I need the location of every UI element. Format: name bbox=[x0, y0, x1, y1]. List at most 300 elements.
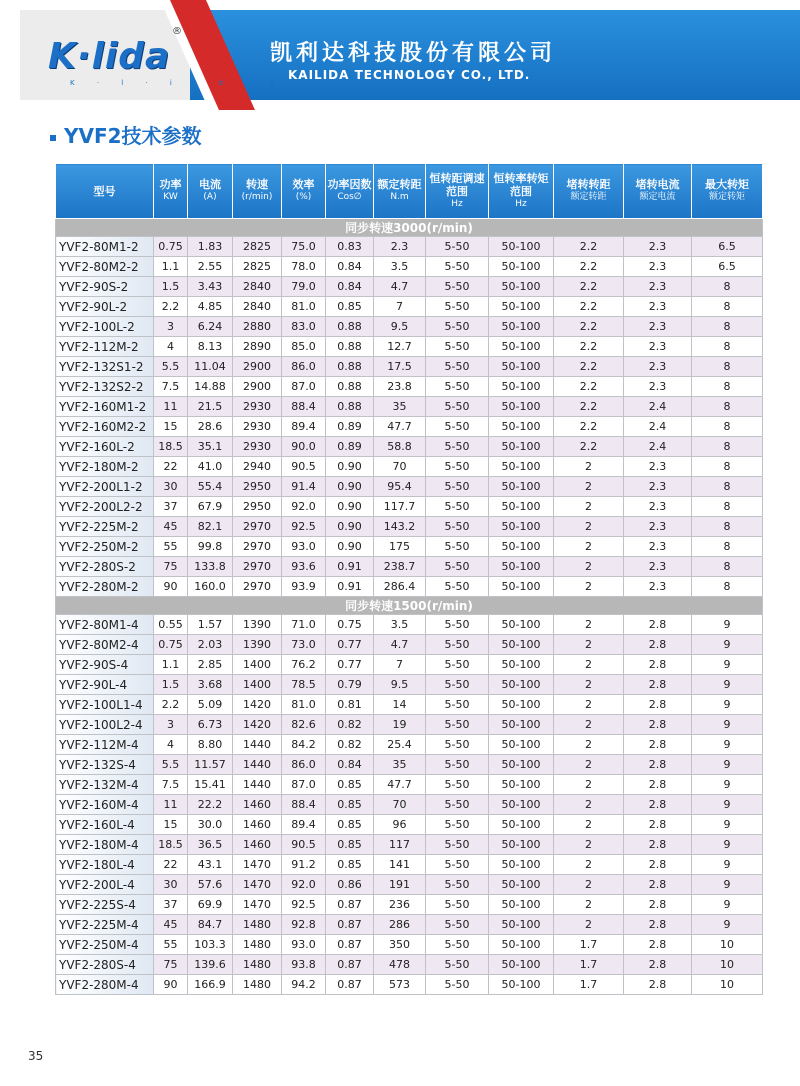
table-body bbox=[56, 219, 763, 995]
table-cell: 70 bbox=[374, 457, 426, 477]
table-cell: 2 bbox=[554, 875, 624, 895]
table-cell: 5-50 bbox=[426, 775, 489, 795]
table-cell: 86.0 bbox=[282, 357, 326, 377]
table-cell: 2970 bbox=[233, 517, 282, 537]
model-cell: YVF2-225M-2 bbox=[56, 517, 154, 537]
column-header bbox=[374, 164, 426, 219]
table-cell: 89.4 bbox=[282, 417, 326, 437]
table-cell: 1420 bbox=[233, 695, 282, 715]
table-cell: 0.55 bbox=[154, 615, 188, 635]
table-cell: 5-50 bbox=[426, 237, 489, 257]
table-cell: 50-100 bbox=[489, 477, 554, 497]
table-cell: 2.8 bbox=[624, 935, 692, 955]
table-cell: 96 bbox=[374, 815, 426, 835]
table-cell: 3.68 bbox=[188, 675, 233, 695]
table-cell: 6.5 bbox=[692, 257, 763, 277]
table-cell: 2.8 bbox=[624, 795, 692, 815]
table-cell: 8 bbox=[692, 337, 763, 357]
table-cell: 0.77 bbox=[326, 655, 374, 675]
column-header bbox=[554, 164, 624, 219]
table-cell: 82.6 bbox=[282, 715, 326, 735]
table-cell: 4.7 bbox=[374, 635, 426, 655]
table-row bbox=[56, 955, 763, 975]
table-cell: 5.5 bbox=[154, 755, 188, 775]
table-cell: 2.8 bbox=[624, 875, 692, 895]
model-cell: YVF2-132M-4 bbox=[56, 775, 154, 795]
table-cell: 23.8 bbox=[374, 377, 426, 397]
column-header-label: 堵转转距 bbox=[566, 178, 611, 191]
table-cell: 2.03 bbox=[188, 635, 233, 655]
table-cell: 8 bbox=[692, 457, 763, 477]
table-cell: 5-50 bbox=[426, 835, 489, 855]
table-cell: 3 bbox=[154, 317, 188, 337]
table-cell: 5-50 bbox=[426, 317, 489, 337]
table-cell: 2930 bbox=[233, 397, 282, 417]
column-header-unit: (r/min) bbox=[241, 192, 273, 202]
section-title bbox=[50, 120, 202, 149]
table-cell: 9 bbox=[692, 795, 763, 815]
table-row bbox=[56, 477, 763, 497]
table-cell: 0.89 bbox=[326, 437, 374, 457]
model-cell: YVF2-112M-2 bbox=[56, 337, 154, 357]
table-cell: 1.5 bbox=[154, 277, 188, 297]
table-cell: 50-100 bbox=[489, 655, 554, 675]
table-cell: 2 bbox=[554, 675, 624, 695]
table-cell: 0.79 bbox=[326, 675, 374, 695]
table-cell: 5-50 bbox=[426, 715, 489, 735]
table-cell: 12.7 bbox=[374, 337, 426, 357]
table-cell: 8 bbox=[692, 377, 763, 397]
table-cell: 1480 bbox=[233, 975, 282, 995]
model-cell: YVF2-100L1-4 bbox=[56, 695, 154, 715]
table-cell: 5-50 bbox=[426, 457, 489, 477]
column-header bbox=[624, 164, 692, 219]
table-cell: 0.85 bbox=[326, 297, 374, 317]
table-cell: 92.5 bbox=[282, 895, 326, 915]
table-cell: 6.24 bbox=[188, 317, 233, 337]
table-row bbox=[56, 417, 763, 437]
table-cell: 573 bbox=[374, 975, 426, 995]
table-cell: 8 bbox=[692, 577, 763, 597]
table-cell: 5-50 bbox=[426, 875, 489, 895]
table-cell: 0.85 bbox=[326, 855, 374, 875]
table-cell: 8 bbox=[692, 297, 763, 317]
table-cell: 10 bbox=[692, 935, 763, 955]
table-cell: 8.80 bbox=[188, 735, 233, 755]
table-cell: 91.2 bbox=[282, 855, 326, 875]
table-cell: 0.88 bbox=[326, 397, 374, 417]
table-row bbox=[56, 855, 763, 875]
table-cell: 78.5 bbox=[282, 675, 326, 695]
table-cell: 50-100 bbox=[489, 955, 554, 975]
group-label: 同步转速3000(r/min) bbox=[56, 219, 763, 237]
table-cell: 2.3 bbox=[624, 237, 692, 257]
model-cell: YVF2-132S1-2 bbox=[56, 357, 154, 377]
table-cell: 2.2 bbox=[554, 437, 624, 457]
table-cell: 50-100 bbox=[489, 735, 554, 755]
table-cell: 2.4 bbox=[624, 397, 692, 417]
table-cell: 58.8 bbox=[374, 437, 426, 457]
table-cell: 5-50 bbox=[426, 955, 489, 975]
table-cell: 2 bbox=[554, 915, 624, 935]
table-cell: 2.8 bbox=[624, 915, 692, 935]
table-cell: 3.43 bbox=[188, 277, 233, 297]
table-cell: 2 bbox=[554, 537, 624, 557]
table-cell: 2.2 bbox=[554, 237, 624, 257]
table-cell: 0.86 bbox=[326, 875, 374, 895]
table-cell: 87.0 bbox=[282, 775, 326, 795]
table-cell: 2 bbox=[554, 477, 624, 497]
table-cell: 2825 bbox=[233, 237, 282, 257]
column-header-label: 功率 bbox=[159, 178, 182, 191]
table-cell: 2 bbox=[554, 577, 624, 597]
table-cell: 2890 bbox=[233, 337, 282, 357]
table-cell: 5-50 bbox=[426, 895, 489, 915]
table-cell: 50-100 bbox=[489, 257, 554, 277]
table-cell: 5-50 bbox=[426, 257, 489, 277]
column-header bbox=[56, 164, 154, 219]
table-cell: 117.7 bbox=[374, 497, 426, 517]
table-row bbox=[56, 755, 763, 775]
table-cell: 2.2 bbox=[154, 297, 188, 317]
table-cell: 350 bbox=[374, 935, 426, 955]
model-cell: YVF2-90L-2 bbox=[56, 297, 154, 317]
table-cell: 160.0 bbox=[188, 577, 233, 597]
table-cell: 0.77 bbox=[326, 635, 374, 655]
model-cell: YVF2-180M-2 bbox=[56, 457, 154, 477]
table-cell: 10 bbox=[692, 975, 763, 995]
model-cell: YVF2-160M2-2 bbox=[56, 417, 154, 437]
table-cell: 8 bbox=[692, 497, 763, 517]
column-header-unit: (A) bbox=[203, 192, 217, 202]
company-logo-subtext: K · l · i · d · a bbox=[70, 79, 284, 87]
table-cell: 5-50 bbox=[426, 915, 489, 935]
table-cell: 5-50 bbox=[426, 975, 489, 995]
table-cell: 2880 bbox=[233, 317, 282, 337]
table-cell: 84.2 bbox=[282, 735, 326, 755]
table-cell: 9 bbox=[692, 835, 763, 855]
table-cell: 1440 bbox=[233, 775, 282, 795]
table-cell: 79.0 bbox=[282, 277, 326, 297]
table-cell: 55 bbox=[154, 935, 188, 955]
table-cell: 0.90 bbox=[326, 537, 374, 557]
table-row bbox=[56, 875, 763, 895]
table-cell: 6.73 bbox=[188, 715, 233, 735]
table-cell: 2.8 bbox=[624, 755, 692, 775]
model-cell: YVF2-80M2-2 bbox=[56, 257, 154, 277]
column-header-label: 型号 bbox=[93, 184, 116, 198]
table-cell: 9 bbox=[692, 855, 763, 875]
column-header bbox=[692, 164, 763, 219]
table-cell: 2.85 bbox=[188, 655, 233, 675]
table-cell: 2 bbox=[554, 815, 624, 835]
table-cell: 0.87 bbox=[326, 935, 374, 955]
table-cell: 50-100 bbox=[489, 457, 554, 477]
table-cell: 5-50 bbox=[426, 397, 489, 417]
table-cell: 4 bbox=[154, 337, 188, 357]
column-header-label: 最大转矩 bbox=[705, 178, 749, 191]
table-cell: 5-50 bbox=[426, 417, 489, 437]
table-cell: 50-100 bbox=[489, 775, 554, 795]
table-cell: 5.5 bbox=[154, 357, 188, 377]
table-cell: 2.2 bbox=[554, 417, 624, 437]
table-cell: 286 bbox=[374, 915, 426, 935]
table-cell: 50-100 bbox=[489, 357, 554, 377]
column-header-unit: 额定电流 bbox=[639, 192, 676, 202]
table-cell: 30 bbox=[154, 477, 188, 497]
table-cell: 50-100 bbox=[489, 975, 554, 995]
table-cell: 0.90 bbox=[326, 497, 374, 517]
model-cell: YVF2-180M-4 bbox=[56, 835, 154, 855]
table-cell: 50-100 bbox=[489, 695, 554, 715]
table-cell: 0.85 bbox=[326, 775, 374, 795]
table-cell: 30 bbox=[154, 875, 188, 895]
table-cell: 8 bbox=[692, 557, 763, 577]
table-cell: 1400 bbox=[233, 655, 282, 675]
table-cell: 5-50 bbox=[426, 855, 489, 875]
table-cell: 92.0 bbox=[282, 497, 326, 517]
table-cell: 9.5 bbox=[374, 317, 426, 337]
table-cell: 90.5 bbox=[282, 835, 326, 855]
table-cell: 2 bbox=[554, 497, 624, 517]
column-header bbox=[233, 164, 282, 219]
table-cell: 5-50 bbox=[426, 755, 489, 775]
table-cell: 2 bbox=[554, 557, 624, 577]
table-cell: 50-100 bbox=[489, 835, 554, 855]
model-cell: YVF2-80M1-2 bbox=[56, 237, 154, 257]
table-cell: 2.3 bbox=[374, 237, 426, 257]
table-cell: 94.2 bbox=[282, 975, 326, 995]
table-cell: 85.0 bbox=[282, 337, 326, 357]
table-cell: 7.5 bbox=[154, 377, 188, 397]
model-cell: YVF2-180L-4 bbox=[56, 855, 154, 875]
table-row bbox=[56, 297, 763, 317]
table-cell: 8 bbox=[692, 537, 763, 557]
table-row bbox=[56, 735, 763, 755]
table-cell: 18.5 bbox=[154, 437, 188, 457]
table-cell: 0.85 bbox=[326, 835, 374, 855]
table-cell: 7 bbox=[374, 655, 426, 675]
table-row bbox=[56, 935, 763, 955]
model-cell: YVF2-160M-4 bbox=[56, 795, 154, 815]
table-cell: 47.7 bbox=[374, 417, 426, 437]
table-cell: 50-100 bbox=[489, 277, 554, 297]
table-cell: 92.0 bbox=[282, 875, 326, 895]
table-cell: 86.0 bbox=[282, 755, 326, 775]
table-cell: 0.91 bbox=[326, 577, 374, 597]
group-row bbox=[56, 219, 763, 237]
table-row bbox=[56, 377, 763, 397]
table-cell: 9 bbox=[692, 715, 763, 735]
table-cell: 11.57 bbox=[188, 755, 233, 775]
table-cell: 0.83 bbox=[326, 237, 374, 257]
table-cell: 2.8 bbox=[624, 655, 692, 675]
table-cell: 35 bbox=[374, 397, 426, 417]
column-header-label: 额定转距 bbox=[377, 178, 422, 191]
table-row bbox=[56, 675, 763, 695]
table-cell: 28.6 bbox=[188, 417, 233, 437]
table-cell: 0.89 bbox=[326, 417, 374, 437]
table-cell: 2950 bbox=[233, 497, 282, 517]
table-cell: 45 bbox=[154, 517, 188, 537]
table-cell: 5-50 bbox=[426, 357, 489, 377]
table-cell: 90.5 bbox=[282, 457, 326, 477]
model-cell: YVF2-160L-4 bbox=[56, 815, 154, 835]
table-cell: 0.91 bbox=[326, 557, 374, 577]
table-cell: 47.7 bbox=[374, 775, 426, 795]
model-cell: YVF2-200L1-2 bbox=[56, 477, 154, 497]
table-cell: 1.1 bbox=[154, 257, 188, 277]
table-row bbox=[56, 497, 763, 517]
table-cell: 88.4 bbox=[282, 397, 326, 417]
table-cell: 2.3 bbox=[624, 317, 692, 337]
table-cell: 22 bbox=[154, 855, 188, 875]
table-cell: 90 bbox=[154, 975, 188, 995]
table-cell: 92.8 bbox=[282, 915, 326, 935]
header-row bbox=[56, 164, 763, 219]
table-cell: 6.5 bbox=[692, 237, 763, 257]
table-cell: 2840 bbox=[233, 277, 282, 297]
table-cell: 1480 bbox=[233, 935, 282, 955]
table-cell: 50-100 bbox=[489, 417, 554, 437]
table-cell: 0.88 bbox=[326, 337, 374, 357]
table-cell: 37 bbox=[154, 497, 188, 517]
company-name-cn: 凯利达科技股份有限公司 bbox=[270, 41, 557, 66]
column-header-unit: Hz bbox=[451, 198, 463, 209]
table-cell: 0.87 bbox=[326, 955, 374, 975]
table-cell: 5-50 bbox=[426, 557, 489, 577]
table-cell: 93.9 bbox=[282, 577, 326, 597]
table-cell: 5.09 bbox=[188, 695, 233, 715]
table-cell: 0.82 bbox=[326, 735, 374, 755]
column-header-label: 转速 bbox=[246, 178, 268, 191]
table-row bbox=[56, 557, 763, 577]
table-cell: 2900 bbox=[233, 377, 282, 397]
table-cell: 139.6 bbox=[188, 955, 233, 975]
table-cell: 8 bbox=[692, 437, 763, 457]
table-cell: 2825 bbox=[233, 257, 282, 277]
table-cell: 2.2 bbox=[554, 397, 624, 417]
table-cell: 81.0 bbox=[282, 695, 326, 715]
table-row bbox=[56, 577, 763, 597]
table-cell: 1.1 bbox=[154, 655, 188, 675]
table-cell: 9 bbox=[692, 755, 763, 775]
table-cell: 8.13 bbox=[188, 337, 233, 357]
model-cell: YVF2-80M1-4 bbox=[56, 615, 154, 635]
table-cell: 3.5 bbox=[374, 615, 426, 635]
table-cell: 0.87 bbox=[326, 975, 374, 995]
table-cell: 1470 bbox=[233, 875, 282, 895]
table-cell: 3.5 bbox=[374, 257, 426, 277]
table-cell: 4.7 bbox=[374, 277, 426, 297]
model-cell: YVF2-280S-4 bbox=[56, 955, 154, 975]
table-cell: 1.7 bbox=[554, 935, 624, 955]
table-cell: 90.0 bbox=[282, 437, 326, 457]
table-row bbox=[56, 655, 763, 675]
table-cell: 82.1 bbox=[188, 517, 233, 537]
table-cell: 2.55 bbox=[188, 257, 233, 277]
table-cell: 8 bbox=[692, 317, 763, 337]
table-cell: 2.8 bbox=[624, 775, 692, 795]
table-cell: 43.1 bbox=[188, 855, 233, 875]
bullet-icon bbox=[50, 135, 56, 141]
table-cell: 2.3 bbox=[624, 377, 692, 397]
table-cell: 83.0 bbox=[282, 317, 326, 337]
table-cell: 2.3 bbox=[624, 577, 692, 597]
table-cell: 1470 bbox=[233, 855, 282, 875]
table-cell: 8 bbox=[692, 477, 763, 497]
table-cell: 5-50 bbox=[426, 795, 489, 815]
table-cell: 9 bbox=[692, 735, 763, 755]
table-cell: 92.5 bbox=[282, 517, 326, 537]
company-name-en: KAILIDA TECHNOLOGY CO., LTD. bbox=[288, 68, 531, 82]
table-cell: 50-100 bbox=[489, 755, 554, 775]
table-cell: 5-50 bbox=[426, 437, 489, 457]
table-cell: 2 bbox=[554, 795, 624, 815]
table-cell: 0.90 bbox=[326, 517, 374, 537]
table-cell: 9 bbox=[692, 635, 763, 655]
table-cell: 71.0 bbox=[282, 615, 326, 635]
table-row bbox=[56, 695, 763, 715]
table-cell: 2 bbox=[554, 715, 624, 735]
table-row bbox=[56, 437, 763, 457]
table-cell: 9 bbox=[692, 875, 763, 895]
column-header-unit: Cos∅ bbox=[337, 192, 362, 202]
table-cell: 2.8 bbox=[624, 735, 692, 755]
table-cell: 2.2 bbox=[554, 357, 624, 377]
table-cell: 2.3 bbox=[624, 457, 692, 477]
table-cell: 0.90 bbox=[326, 457, 374, 477]
table-cell: 4.85 bbox=[188, 297, 233, 317]
table-cell: 103.3 bbox=[188, 935, 233, 955]
table-cell: 2.3 bbox=[624, 257, 692, 277]
table-cell: 73.0 bbox=[282, 635, 326, 655]
table-cell: 70 bbox=[374, 795, 426, 815]
table-cell: 0.85 bbox=[326, 795, 374, 815]
model-cell: YVF2-225S-4 bbox=[56, 895, 154, 915]
table-header bbox=[56, 164, 763, 219]
table-cell: 5-50 bbox=[426, 577, 489, 597]
table-cell: 95.4 bbox=[374, 477, 426, 497]
table-cell: 9 bbox=[692, 615, 763, 635]
table-cell: 2.8 bbox=[624, 815, 692, 835]
column-header-label: 堵转电流 bbox=[635, 178, 680, 191]
table-cell: 50-100 bbox=[489, 715, 554, 735]
table-cell: 88.4 bbox=[282, 795, 326, 815]
table-cell: 2 bbox=[554, 655, 624, 675]
table-cell: 55.4 bbox=[188, 477, 233, 497]
column-header bbox=[188, 164, 233, 219]
table-cell: 2.8 bbox=[624, 835, 692, 855]
table-cell: 9 bbox=[692, 775, 763, 795]
group-label: 同步转速1500(r/min) bbox=[56, 597, 763, 615]
table-cell: 84.7 bbox=[188, 915, 233, 935]
table-cell: 75 bbox=[154, 955, 188, 975]
table-cell: 175 bbox=[374, 537, 426, 557]
table-cell: 133.8 bbox=[188, 557, 233, 577]
table-cell: 191 bbox=[374, 875, 426, 895]
table-cell: 5-50 bbox=[426, 337, 489, 357]
table-cell: 50-100 bbox=[489, 317, 554, 337]
table-cell: 50-100 bbox=[489, 497, 554, 517]
table-cell: 286.4 bbox=[374, 577, 426, 597]
table-cell: 2 bbox=[554, 615, 624, 635]
table-cell: 1470 bbox=[233, 895, 282, 915]
table-cell: 1400 bbox=[233, 675, 282, 695]
table-cell: 50-100 bbox=[489, 815, 554, 835]
table-cell: 5-50 bbox=[426, 735, 489, 755]
table-cell: 89.4 bbox=[282, 815, 326, 835]
